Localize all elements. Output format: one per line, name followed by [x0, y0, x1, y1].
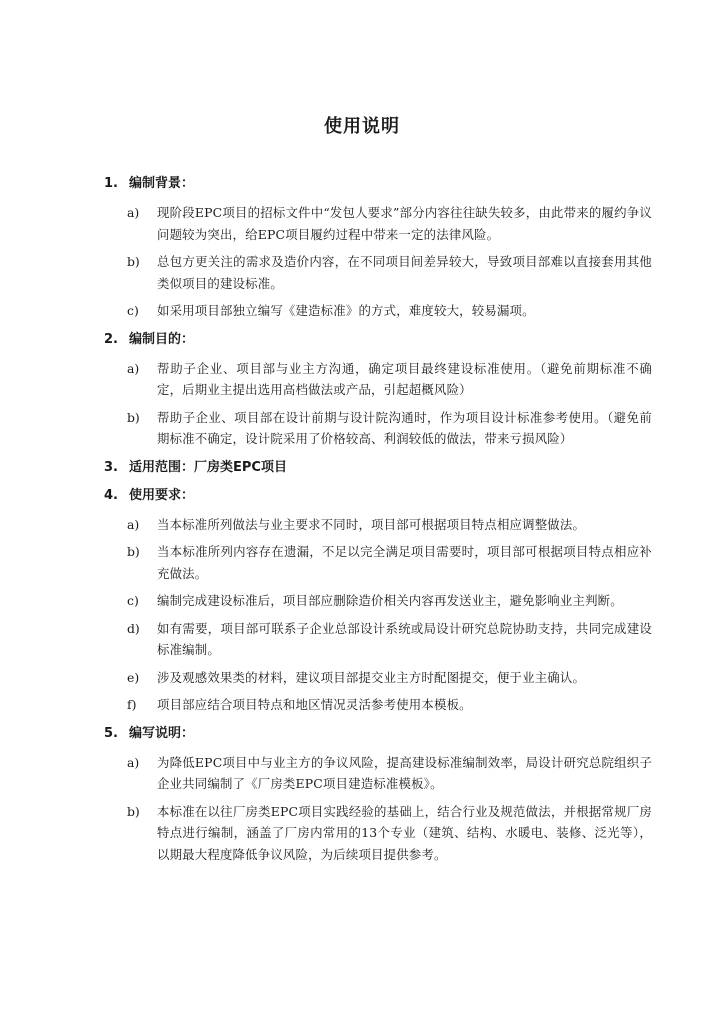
item-label: d) — [127, 620, 140, 636]
list-item — [104, 358, 652, 401]
list-item — [104, 300, 652, 322]
item-label: a) — [127, 516, 140, 532]
section-heading — [104, 458, 652, 478]
item-text: 现阶段EPC项目的招标文件中“发包人要求”部分内容往往缺失较多，由此带来的履约争议问题较为突出，给EPC项目履约过程中带来一定的法律风险。 — [157, 205, 652, 242]
section-number: 3. — [104, 459, 118, 475]
list-item — [104, 514, 652, 536]
page-title: 使用说明 — [324, 116, 400, 137]
section-heading — [104, 486, 652, 506]
item-label: b) — [127, 409, 140, 425]
section-requirements — [104, 486, 652, 716]
item-text: 项目部应结合项目特点和地区情况灵活参考使用本模板。 — [157, 697, 472, 712]
item-label: b) — [127, 544, 140, 559]
item-label: b) — [127, 803, 140, 819]
section-number: 1. — [104, 176, 118, 191]
list-item — [104, 407, 652, 450]
list-item — [104, 541, 652, 584]
section-scope — [104, 458, 652, 478]
item-text: 编制完成建设标准后，项目部应删除造价相关内容再发送业主，避免影响业主判断。 — [157, 593, 623, 608]
item-label: c) — [127, 593, 139, 608]
item-text: 涉及观感效果类的材料，建议项目部提交业主方时配图提交，便于业主确认。 — [157, 669, 586, 685]
item-text: 如采用项目部独立编写《建造标准》的方式，难度较大，较易漏项。 — [157, 303, 535, 318]
item-text: 为降低EPC项目中与业主方的争议风险，提高建设标准编制效率，局设计研究总院组织子企业共同编制了《厂房类EPC项目建造标准模板》。 — [157, 754, 652, 791]
item-label: e) — [127, 669, 140, 685]
list-item — [104, 251, 652, 294]
section-number: 5. — [104, 725, 118, 741]
item-label: a) — [127, 205, 140, 220]
list-item — [104, 694, 652, 716]
section-title: 适用范围：厂房类EPC项目 — [129, 459, 287, 475]
list-item — [104, 202, 652, 245]
section-purpose — [104, 330, 652, 450]
section-notes — [104, 724, 652, 866]
section-background — [104, 174, 652, 322]
section-number: 2. — [104, 331, 118, 347]
item-text: 如有需要，项目部可联系子企业总部设计系统或局设计研究总院协助支持，共同完成建设标准编制。 — [157, 620, 652, 657]
section-number: 4. — [104, 487, 118, 503]
item-text: 帮助子企业、项目部与业主方沟通，确定项目最终建设标准使用。（避免前期标准不确定，后期业主提出选用高档做法或产品，引起超概风险） — [157, 360, 652, 397]
list-item — [104, 667, 652, 689]
section-title: 编写说明： — [129, 725, 195, 741]
section-title: 使用要求： — [129, 487, 195, 503]
document-body — [104, 174, 652, 871]
list-item — [104, 801, 652, 866]
item-text: 本标准在以往厂房类EPC项目实践经验的基础上，结合行业及规范做法，并根据常规厂房特点进行编制，涵盖了厂房内常用的13个专业（建筑、结构、水暖电、装修、泛光等），以期最大程度降低争议风险，为后续项目提供参考。 — [157, 803, 652, 862]
section-heading — [104, 330, 652, 350]
section-title: 编制目的： — [129, 331, 195, 347]
item-label: c) — [127, 303, 139, 318]
list-item — [104, 618, 652, 661]
item-label: f) — [127, 697, 137, 712]
item-label: b) — [127, 254, 140, 269]
list-item — [104, 752, 652, 795]
item-text: 当本标准所列做法与业主要求不同时，项目部可根据项目特点相应调整做法。 — [157, 516, 586, 532]
list-item — [104, 590, 652, 612]
item-text: 帮助子企业、项目部在设计前期与设计院沟通时，作为项目设计标准参考使用。（避免前期标准不确定，设计院采用了价格较高、利润较低的做法，带来亏损风险） — [157, 409, 652, 446]
item-label: a) — [127, 754, 140, 770]
section-title: 编制背景： — [129, 176, 195, 191]
section-heading — [104, 174, 652, 194]
item-text: 总包方更关注的需求及造价内容，在不同项目间差异较大，导致项目部难以直接套用其他类似项目的建设标准。 — [157, 254, 652, 291]
item-text: 当本标准所列内容存在遗漏，不足以完全满足项目需要时，项目部可根据项目特点相应补充做法。 — [157, 544, 652, 581]
item-label: a) — [127, 360, 140, 376]
section-heading — [104, 724, 652, 744]
